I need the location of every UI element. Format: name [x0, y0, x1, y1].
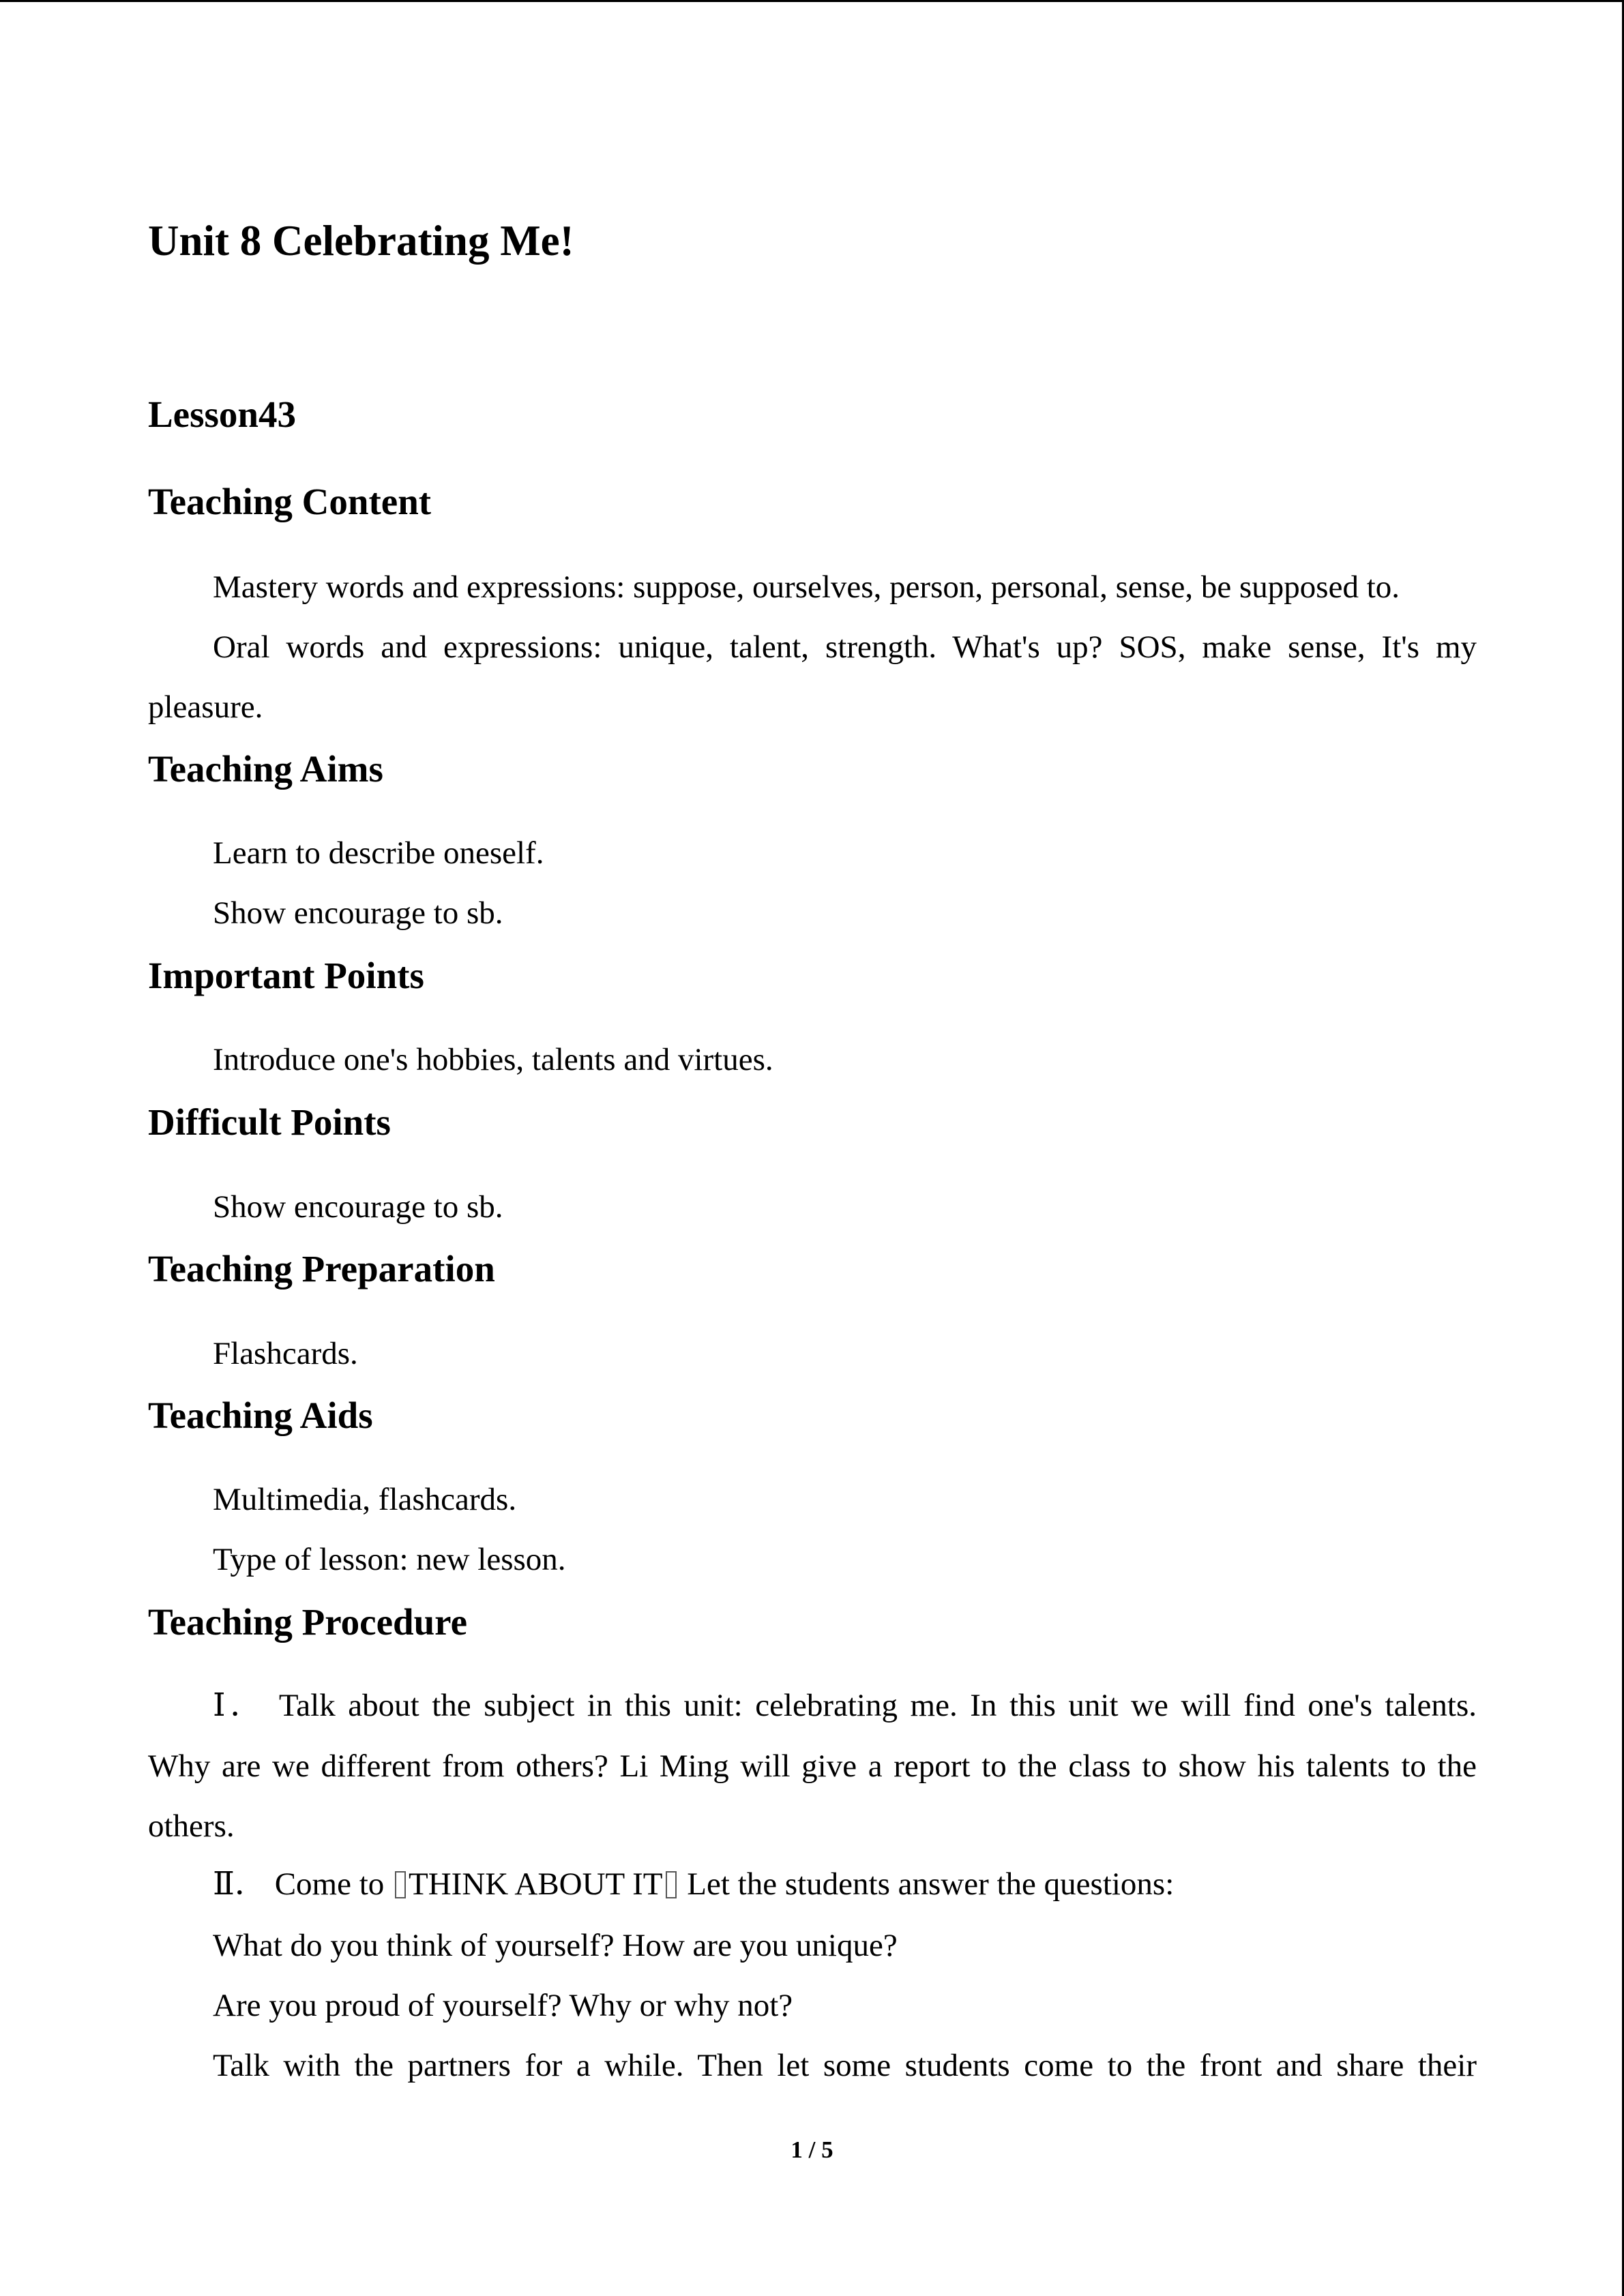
procedure-talk-line: Talk with the partners for a while. Then let some students come to the front and share their [213, 2048, 1477, 2083]
teaching-aim-item: Show encourage to sb. [213, 895, 503, 931]
teaching-aids-text: Multimedia, flashcards. [213, 1482, 517, 1517]
procedure-step1-line3: others. [148, 1808, 235, 1844]
important-points-text: Introduce one's hobbies, talents and virtues. [213, 1042, 773, 1077]
teaching-preparation-text: Flashcards. [213, 1336, 358, 1371]
procedure-question: What do you think of yourself? How are you unique? [213, 1928, 898, 1963]
difficult-points-text: Show encourage to sb. [213, 1189, 503, 1225]
teaching-aim-item: Learn to describe oneself. [213, 835, 544, 871]
teaching-procedure-heading: Teaching Procedure [148, 1601, 468, 1643]
missing-glyph-box-icon [666, 1871, 677, 1898]
procedure-step2-prefix: Ⅱ． Come to [213, 1866, 393, 1902]
teaching-preparation-heading: Teaching Preparation [148, 1248, 495, 1289]
mastery-words-paragraph: Mastery words and expressions: suppose, ourselves, person, personal, sense, be supposed to. [213, 569, 1400, 605]
procedure-step2-label: THINK ABOUT IT [409, 1866, 663, 1902]
important-points-heading: Important Points [148, 955, 424, 996]
lesson-type-text: Type of lesson: new lesson. [213, 1542, 566, 1577]
teaching-aims-heading: Teaching Aims [148, 748, 383, 790]
procedure-question: Are you proud of yourself? Why or why not? [213, 1988, 793, 2023]
lesson-heading: Lesson43 [148, 393, 296, 435]
page-title: Unit 8 Celebrating Me! [148, 217, 574, 265]
procedure-step2 [213, 1864, 1174, 1905]
procedure-step2-suffix: Let the students answer the questions: [679, 1866, 1175, 1902]
oral-words-paragraph-line2: pleasure. [148, 689, 263, 725]
procedure-step1-line1: Ⅰ． Talk about the subject in this unit: celebrating me. In this unit we will find one's talents. [213, 1688, 1477, 1723]
oral-words-paragraph-line1: Oral words and expressions: unique, talent, strength. What's up? SOS, make sense, It's my [213, 629, 1477, 665]
difficult-points-heading: Difficult Points [148, 1101, 391, 1143]
page-number: 1 / 5 [791, 2136, 833, 2163]
missing-glyph-box-icon [395, 1871, 406, 1898]
teaching-content-heading: Teaching Content [148, 481, 432, 522]
procedure-step1-line2: Why are we different from others? Li Ming will give a report to the class to show his talents to the [148, 1748, 1477, 1784]
teaching-aids-heading: Teaching Aids [148, 1395, 373, 1436]
